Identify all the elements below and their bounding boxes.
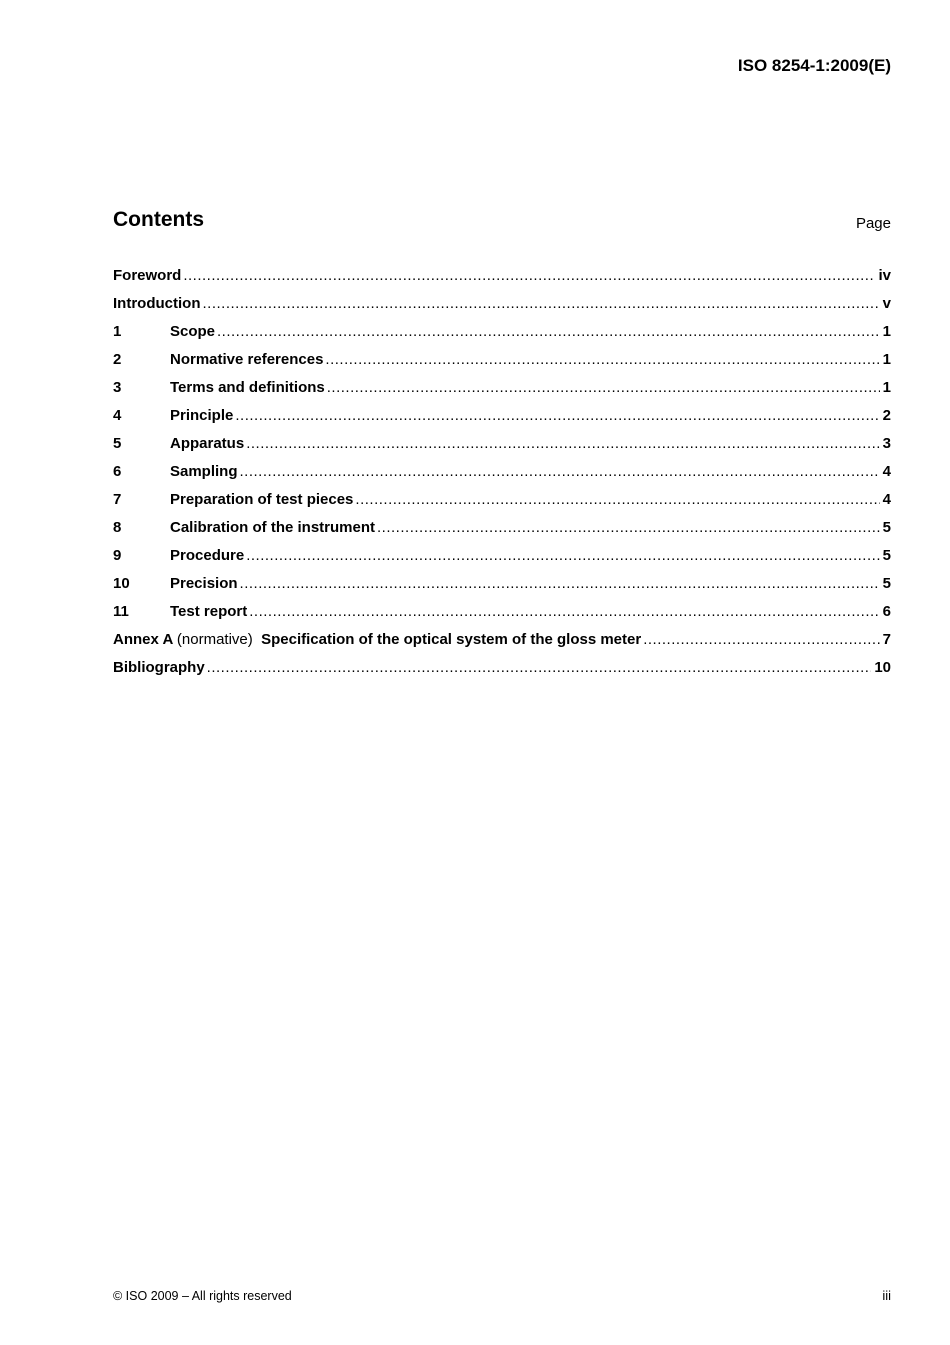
toc-entry-title: Introduction <box>113 295 201 312</box>
toc-entry-annex-a[interactable] <box>113 631 891 659</box>
toc-entry-terms-and-definitions[interactable] <box>113 379 891 407</box>
toc-dot-leader <box>246 435 879 452</box>
toc-entry-page: 1 <box>882 323 891 340</box>
toc-entry-calibration[interactable] <box>113 519 891 547</box>
toc-entry-page: 4 <box>882 463 891 480</box>
toc-entry-title: Procedure <box>170 547 245 564</box>
toc-entry-number: 4 <box>113 407 122 424</box>
toc-entry-number: 1 <box>113 323 122 340</box>
toc-entry-title: Sampling <box>170 463 238 480</box>
toc-entry-number: 10 <box>113 575 130 592</box>
toc-dot-leader <box>355 491 879 508</box>
toc-entry-apparatus[interactable] <box>113 435 891 463</box>
toc-entry-number: 11 <box>113 603 129 620</box>
document-id: ISO 8254-1:2009(E) <box>737 56 891 75</box>
toc-entry-page: 5 <box>882 575 891 592</box>
toc-dot-leader <box>377 519 880 536</box>
toc-entry-page: 5 <box>882 519 891 536</box>
toc-entry-page: 10 <box>874 659 891 676</box>
toc-entry-principle[interactable] <box>113 407 891 435</box>
toc-entry-bibliography[interactable] <box>113 659 891 687</box>
toc-dot-leader <box>240 463 880 480</box>
toc-dot-leader <box>327 379 880 396</box>
contents-header <box>113 208 891 238</box>
toc-dot-leader <box>249 603 879 620</box>
toc-dot-leader <box>235 407 879 424</box>
toc-entry-precision[interactable] <box>113 575 891 603</box>
page-column-label: Page <box>855 215 891 232</box>
toc-dot-leader <box>217 323 880 340</box>
toc-dot-leader <box>202 295 879 312</box>
toc-entry-title: Scope <box>170 323 216 340</box>
toc-entry-page: 1 <box>882 351 891 368</box>
toc-entry-title: Bibliography <box>113 659 205 676</box>
toc-entry-title: Apparatus <box>170 435 245 452</box>
toc-entry-page: 2 <box>882 407 891 424</box>
toc-entry-preparation-of-test-pieces[interactable] <box>113 491 891 519</box>
toc-entry-title: Terms and definitions <box>170 379 325 396</box>
toc-dot-leader <box>325 351 879 368</box>
table-of-contents <box>113 267 891 687</box>
toc-entry-title: Calibration of the instrument <box>170 519 376 536</box>
annex-title: Specification of the optical system of the gloss meter <box>261 631 642 648</box>
toc-entry-number: 2 <box>113 351 122 368</box>
contents-title: Contents <box>113 208 204 231</box>
toc-dot-leader <box>240 575 880 592</box>
toc-entry-number: 8 <box>113 519 122 536</box>
toc-entry-normative-references[interactable] <box>113 351 891 379</box>
toc-entry-page: 3 <box>882 435 891 452</box>
toc-dot-leader <box>643 631 879 648</box>
annex-qualifier: (normative) <box>176 631 253 648</box>
toc-entry-title: Normative references <box>170 351 324 368</box>
toc-entry-scope[interactable] <box>113 323 891 351</box>
toc-entry-procedure[interactable] <box>113 547 891 575</box>
toc-entry-page: 1 <box>882 379 891 396</box>
toc-annex-heading <box>113 631 641 648</box>
toc-entry-foreword[interactable] <box>113 267 891 295</box>
toc-entry-number: 7 <box>113 491 122 508</box>
toc-entry-page: 5 <box>882 547 891 564</box>
copyright-notice: © ISO 2009 – All rights reserved <box>113 1289 292 1303</box>
toc-entry-page: v <box>882 295 891 312</box>
toc-entry-introduction[interactable] <box>113 295 891 323</box>
toc-entry-page: 4 <box>882 491 891 508</box>
toc-entry-number: 5 <box>113 435 122 452</box>
toc-dot-leader <box>207 659 872 676</box>
annex-label: Annex A <box>113 631 173 648</box>
toc-entry-title: Preparation of test pieces <box>170 491 354 508</box>
toc-entry-title: Foreword <box>113 267 182 284</box>
toc-entry-title: Precision <box>170 575 238 592</box>
toc-entry-sampling[interactable] <box>113 463 891 491</box>
toc-dot-leader <box>246 547 879 564</box>
toc-entry-test-report[interactable] <box>113 603 891 631</box>
toc-entry-page: iv <box>878 267 891 284</box>
page-number: iii <box>882 1288 891 1303</box>
toc-entry-title: Test report <box>170 603 248 620</box>
toc-entry-title: Principle <box>170 407 234 424</box>
toc-dot-leader <box>183 267 875 284</box>
toc-entry-number: 6 <box>113 463 122 480</box>
toc-entry-number: 3 <box>113 379 122 396</box>
toc-entry-page: 7 <box>882 631 891 648</box>
toc-entry-number: 9 <box>113 547 122 564</box>
toc-entry-page: 6 <box>882 603 891 620</box>
